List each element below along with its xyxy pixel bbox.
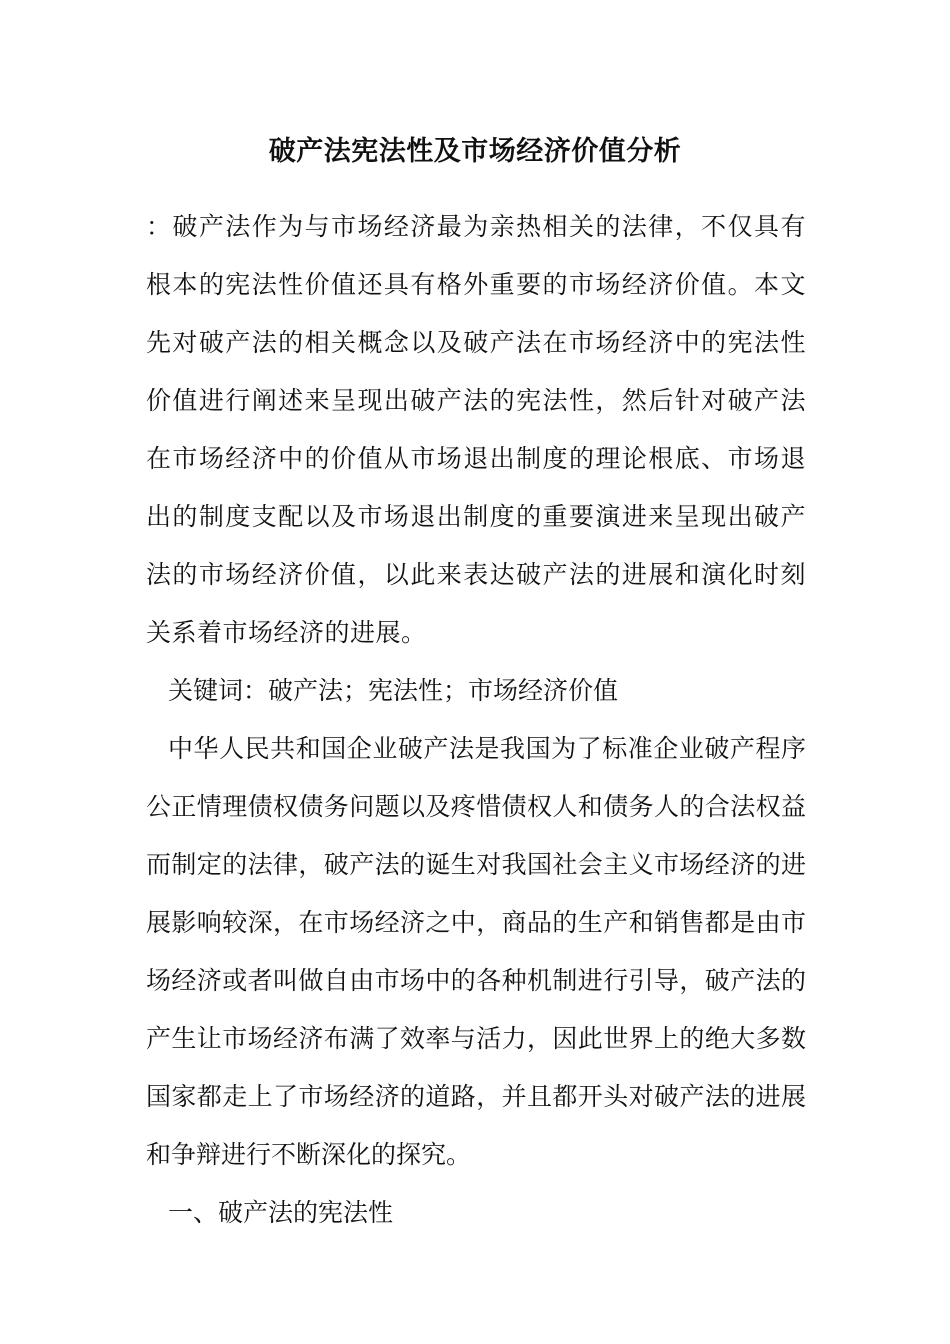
section-heading: 一、破产法的宪法性: [168, 1198, 394, 1227]
abstract-paragraph: ：破产法作为与市场经济最为亲热相关的法律，不仅具有根本的宪法性价值还具有格外重要的市场经济价值。本文先对破产法的相关概念以及破产法在市场经济中的宪法性价值进行阐述来呈现出破产法的宪法性，然后针对破产法在市场经济中的价值从市场退出制度的理论根底、市场退出的制度支配以及市场退出制度的重要演进来呈现出破产法的市场经济价值，以此来表达破产法的进展和演化时刻关系着市场经济的进展。: [146, 212, 806, 647]
document-body: [146, 198, 806, 1242]
document-title: 破产法宪法性及市场经济价值分析: [268, 136, 682, 167]
intro-paragraph: 中华人民共和国企业破产法是我国为了标准企业破产程序公正情理债权债务问题以及疼惜债权人和债务人的合法权益而制定的法律，破产法的诞生对我国社会主义市场经济的进展影响较深，在市场经济之中，商品的生产和销售都是由市场经济或者叫做自由市场中的各种机制进行引导，破产法的产生让市场经济布满了效率与活力，因此世界上的绝大多数国家都走上了市场经济的道路，并且都开头对破产法的进展和争辩进行不断深化的探究。: [146, 734, 806, 1169]
keywords-line: 关键词：破产法；宪法性；市场经济价值: [168, 676, 619, 705]
